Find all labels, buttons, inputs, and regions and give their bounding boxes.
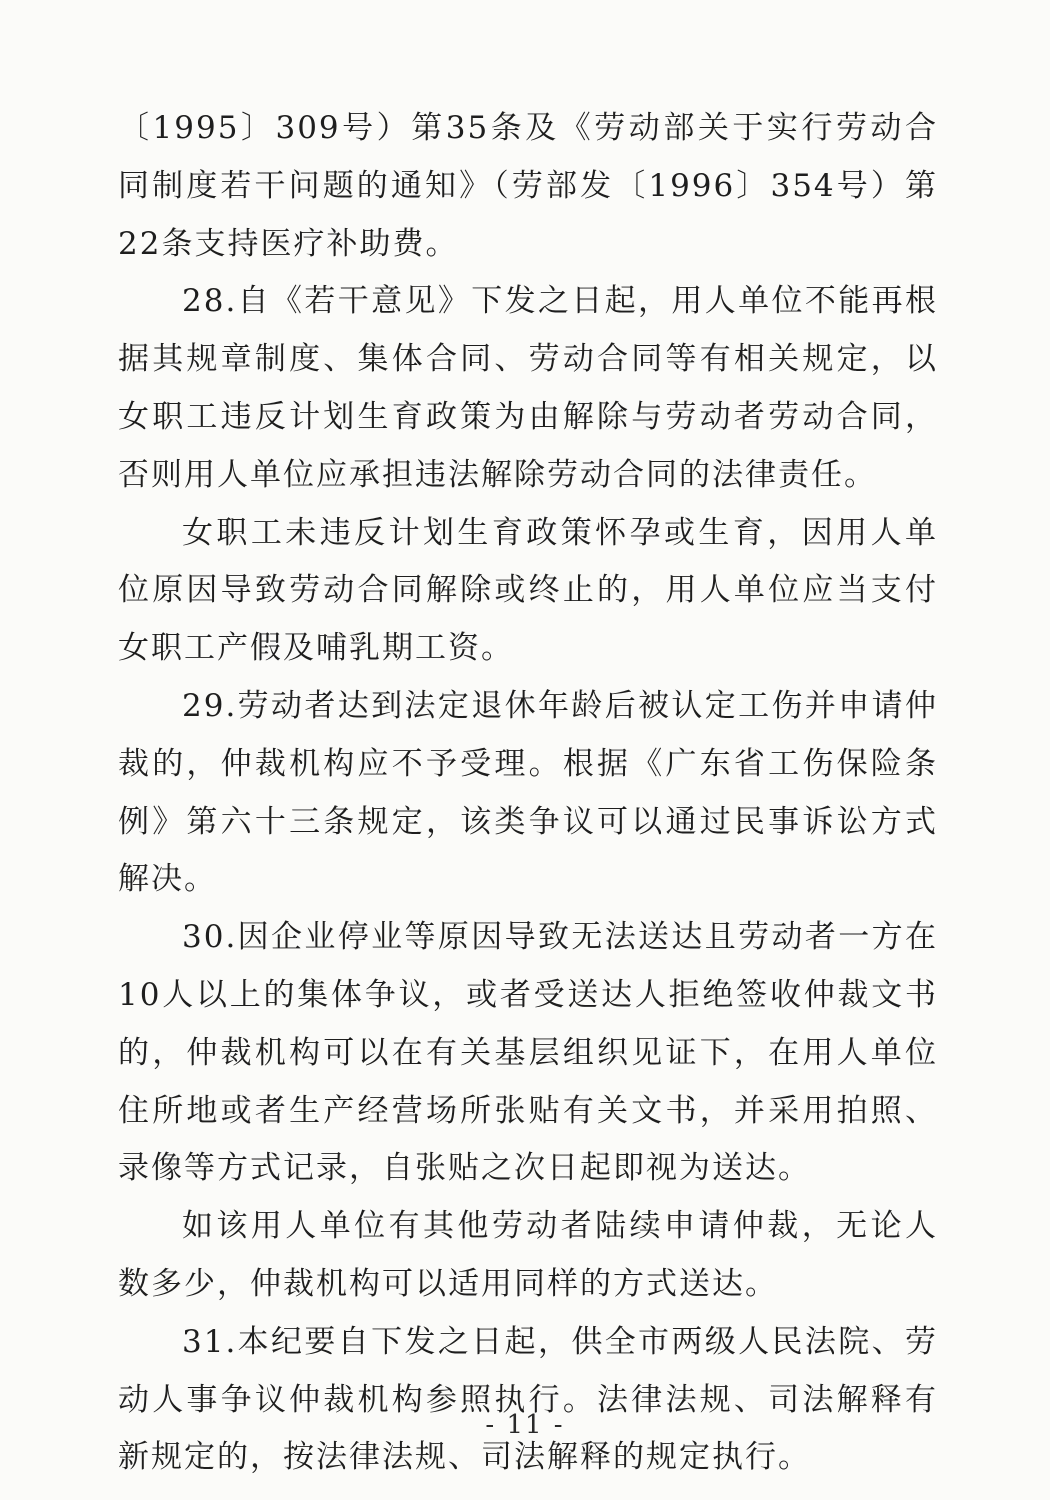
paragraph-item-31: 31.本纪要自下发之日起，供全市两级人民法院、劳动人事争议仲裁机构参照执行。法律法规、司法解释有新规定的，按法律法规、司法解释的规定执行。 [118, 1323, 938, 1476]
paragraph-item-28-supplement: 女职工未违反计划生育政策怀孕或生育，因用人单位原因导致劳动合同解除或终止的，用人单位应当支付女职工产假及哺乳期工资。 [118, 514, 938, 667]
paragraph-item-29: 29.劳动者达到法定退休年龄后被认定工伤并申请仲裁的，仲裁机构应不予受理。根据《广东省工伤保险条例》第六十三条规定，该类争议可以通过民事诉讼方式解决。 [118, 687, 938, 898]
paragraph-item-30: 30.因企业停业等原因导致无法送达且劳动者一方在10人以上的集体争议，或者受送达人拒绝签收仲裁文书的，仲裁机构可以在有关基层组织见证下，在用人单位住所地或者生产经营场所张贴有关文书，并采用拍照、录像等方式记录，自张贴之次日起即视为送达。 [118, 919, 938, 1187]
paragraph-item-28: 28.自《若干意见》下发之日起，用人单位不能再根据其规章制度、集体合同、劳动合同等有相关规定，以女职工违反计划生育政策为由解除与劳动者劳动合同，否则用人单位应承担违法解除劳动合同的法律责任。 [118, 283, 938, 493]
page-number: - 11 - [485, 1410, 565, 1440]
paragraph-item-30-supplement: 如该用人单位有其他劳动者陆续申请仲裁，无论人数多少，仲裁机构可以适用同样的方式送达。 [118, 1208, 938, 1302]
document-body [118, 100, 938, 1487]
paragraph-continuation: 〔1995〕309号）第35条及《劳动部关于实行劳动合同制度若干问题的通知》（劳部发〔1996〕354号）第22条支持医疗补助费。 [118, 110, 938, 262]
